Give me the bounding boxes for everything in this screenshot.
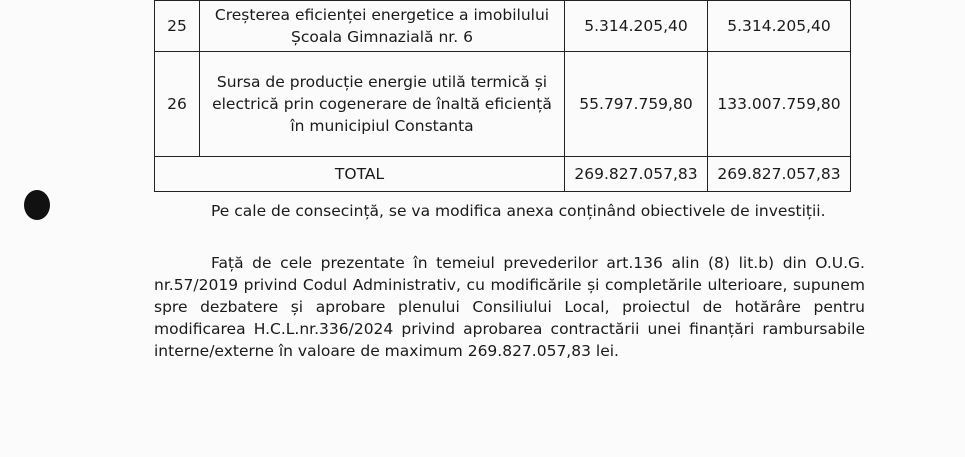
description-line: Sursa de producție energie utilă termică și [216,73,548,91]
bullet-mark-icon [24,190,50,220]
total-value-b: 269.827.057,83 [708,157,851,192]
description-line: Creșterea eficienței energetice a imobilului [214,6,550,24]
description-line: Școala Gimnazială nr. 6 [291,28,473,46]
row-value-b: 5.314.205,40 [708,1,851,52]
row-description [200,52,565,157]
paragraph-consequence: Pe cale de consecință, se va modifica anexa conținând obiectivele de investiții. [211,202,826,220]
row-value-a: 5.314.205,40 [565,1,708,52]
total-row [155,157,851,192]
table-row [155,1,851,52]
description-line: electrică prin cogenerare de înaltă eficiență [212,95,552,113]
total-label: TOTAL [155,157,565,192]
row-number: 26 [155,52,200,157]
total-value-a: 269.827.057,83 [565,157,708,192]
row-value-b: 133.007.759,80 [708,52,851,157]
paragraph-legal-basis: Față de cele prezentate în temeiul prevederilor art.136 alin (8) lit.b) din O.U.G. nr.57/2019 privind Codul Administrativ, cu modificările și completările ulterioare, supunem spre dezbatere și aprobare plenului Consiliului Local, proiectul de hotărâre pentru modificarea H.C.L.nr.336/2024 privind aprobarea contractării unei finanțări rambursabile interne/externe în valoare de maximum 269.827.057,83 lei. [154,254,865,360]
row-description [200,1,565,52]
row-number: 25 [155,1,200,52]
table-row [155,52,851,157]
investment-table [154,0,851,192]
description-line: în municipiul Constanta [290,117,474,135]
row-value-a: 55.797.759,80 [565,52,708,157]
